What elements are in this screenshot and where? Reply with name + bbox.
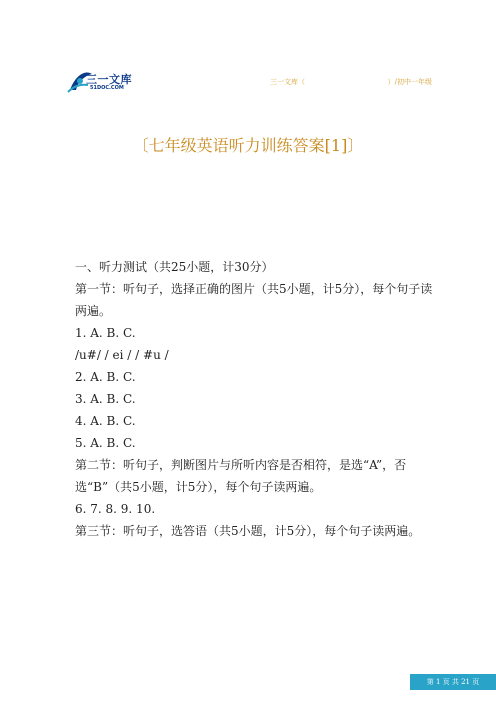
phonetic-line: /u#/ / ei / / #u / <box>75 348 169 362</box>
document-title: 〔七年级英语听力训练答案[1]〕 <box>132 136 364 155</box>
question-line: 1. A. B. C. <box>75 326 136 340</box>
logo-domain: 51DOC.COM <box>90 85 124 91</box>
section-instruction: 第二节：听句子，判断图片与所听内容是否相符，是选“A”，否选“B”（共5小题，计5分），每个句子读两遍。 <box>75 458 407 494</box>
logo-name: 三一文库 <box>86 73 132 86</box>
header-breadcrumb <box>270 77 432 87</box>
breadcrumb-site: 三一文库（ <box>270 78 305 86</box>
question-line: 2. A. B. C. <box>75 370 136 384</box>
question-line: 4. A. B. C. <box>75 414 136 428</box>
document-body <box>75 256 435 542</box>
question-line: 6. 7. 8. 9. 10. <box>75 502 156 516</box>
section-heading: 一、听力测试（共25小题，计30分） <box>75 260 274 274</box>
section-instruction: 第一节：听句子，选择正确的图片（共5小题，计5分），每个句子读两遍。 <box>75 282 433 318</box>
question-line: 5. A. B. C. <box>75 436 136 450</box>
section-instruction: 第三节：听句子，选答语（共5小题，计5分），每个句子读两遍。 <box>75 524 421 538</box>
question-line: 3. A. B. C. <box>75 392 136 406</box>
page-number-badge: 第 1 页 共 21 页 <box>410 674 496 690</box>
breadcrumb-category: ）/初中一年级 <box>387 78 432 86</box>
